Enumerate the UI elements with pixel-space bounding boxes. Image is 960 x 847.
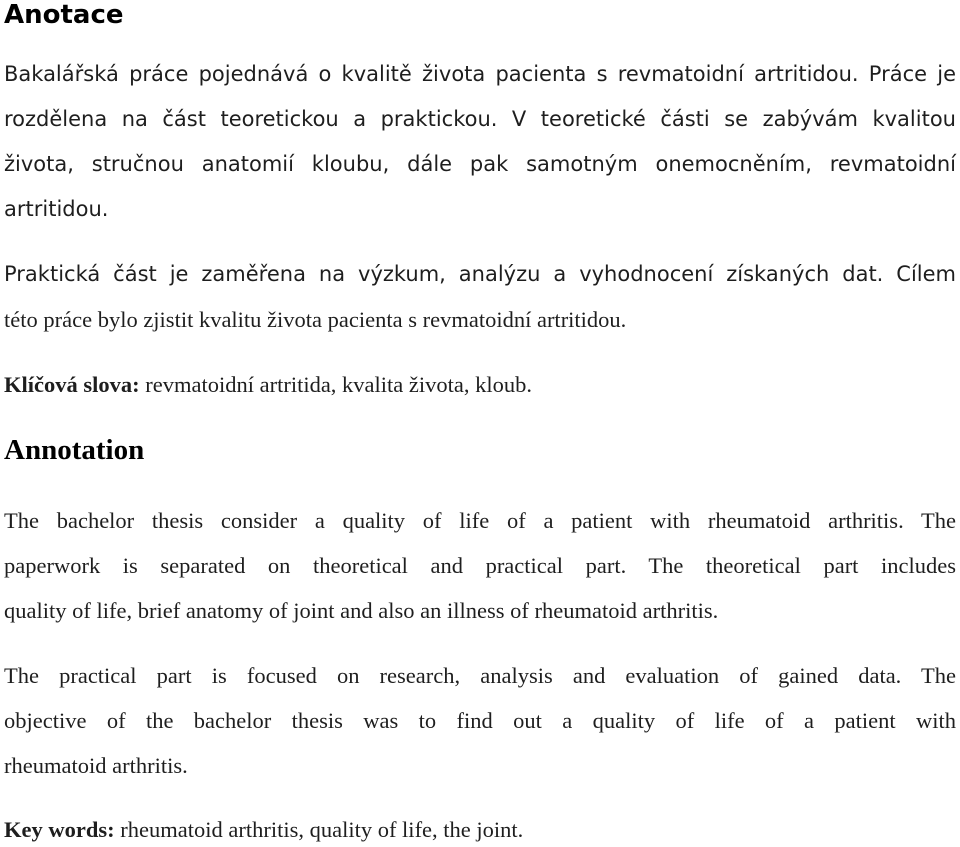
en-keywords	[4, 817, 523, 843]
cz-keywords	[4, 372, 532, 398]
heading-anotace: Anotace	[4, 0, 124, 30]
cz-para2-line1: Praktická část je zaměřena na výzkum, analýzu a vyhodnocení získaných dat. Cílem	[4, 262, 956, 286]
en-para2-line1: The practical part is focused on research, analysis and evaluation of gained data. The	[4, 663, 956, 688]
cz-keywords-label: Klíčová slova:	[4, 372, 140, 397]
en-para2-line3: rheumatoid arthritis.	[4, 753, 188, 778]
cz-keywords-text: revmatoidní artritida, kvalita života, kloub.	[139, 372, 533, 397]
en-para1-line1: The bachelor thesis consider a quality of life of a patient with rheumatoid arthritis. The	[4, 508, 956, 533]
en-keywords-text: rheumatoid arthritis, quality of life, the joint.	[114, 817, 524, 842]
en-para2-line2: objective of the bachelor thesis was to find out a quality of life of a patient with	[4, 708, 956, 733]
cz-para2-line2: této práce bylo zjistit kvalitu života pacienta s revmatoidní artritidou.	[4, 307, 627, 332]
cz-para1-line2: rozdělena na část teoretickou a praktickou. V teoretické části se zabývám kvalitou	[4, 107, 956, 131]
cz-para1-line1: Bakalářská práce pojednává o kvalitě života pacienta s revmatoidní artritidou. Práce je	[4, 62, 956, 86]
cz-para1-line4: artritidou.	[4, 197, 109, 221]
en-para1-line2: paperwork is separated on theoretical and practical part. The theoretical part includes	[4, 553, 956, 578]
cz-para1-line3: života, stručnou anatomií kloubu, dále pak samotným onemocněním, revmatoidní	[4, 152, 956, 176]
heading-annotation: Annotation	[4, 434, 145, 466]
en-para1-line3: quality of life, brief anatomy of joint and also an illness of rheumatoid arthritis.	[4, 598, 719, 623]
en-keywords-label: Key words:	[4, 817, 115, 842]
